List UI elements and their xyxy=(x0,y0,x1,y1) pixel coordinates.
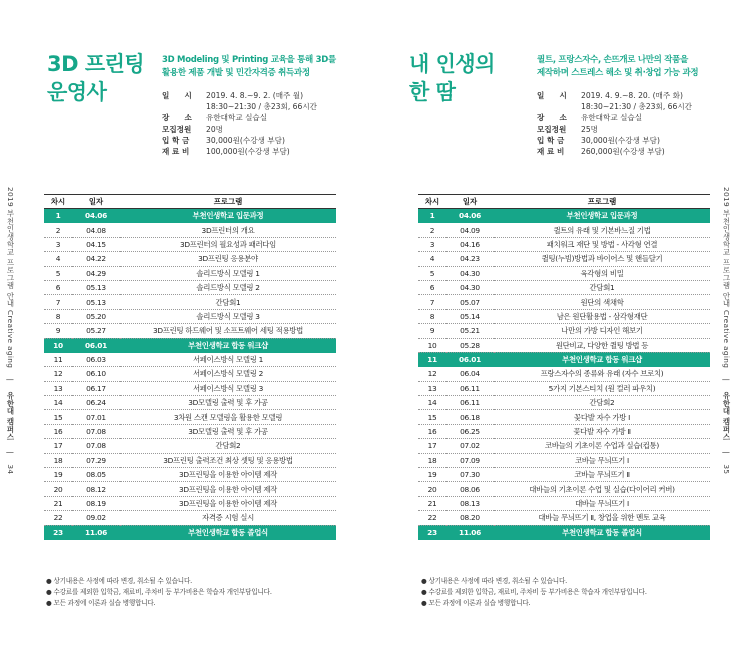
table-row xyxy=(418,237,710,251)
table-row xyxy=(44,237,336,251)
info-label: 재 료 비 xyxy=(537,147,565,157)
cell-session: 5 xyxy=(418,266,446,280)
cell-program: 간담회1 xyxy=(120,295,336,309)
cell-program: 원단의 색채학 xyxy=(494,295,710,309)
cell-program: 3D프린팅 하드웨어 및 소프트웨어 세팅 적용방법 xyxy=(120,324,336,338)
cell-session: 15 xyxy=(44,410,72,424)
cell-date: 07.29 xyxy=(72,453,120,467)
cell-program: 부천인생학교 합동 졸업식 xyxy=(120,525,336,539)
highlight-row xyxy=(44,338,336,352)
cell-date: 07.01 xyxy=(72,410,120,424)
cell-program: 나만의 가방 디자인 해보기 xyxy=(494,324,710,338)
side-running-text: 2019 부천인생학교 프로그램 안내 Creative aging | 유한대 캠퍼스 | 34 xyxy=(6,187,15,475)
cell-program: 솔리드방식 모델링 3 xyxy=(120,309,336,323)
cell-date: 04.29 xyxy=(72,266,120,280)
subtitle-line: 퀼트, 프랑스자수, 손뜨개로 나만의 작품을 xyxy=(537,55,688,65)
table-row xyxy=(44,223,336,237)
title-line: 운영사 xyxy=(47,80,107,104)
cell-date: 06.04 xyxy=(446,367,494,381)
cell-date: 06.17 xyxy=(72,381,120,395)
table-row xyxy=(44,280,336,294)
table-row xyxy=(418,295,710,309)
table-row xyxy=(418,223,710,237)
cell-session: 17 xyxy=(418,439,446,453)
cell-program: 코바늘 무늬뜨기 Ⅱ xyxy=(494,468,710,482)
cell-date: 04.22 xyxy=(72,252,120,266)
cell-program: 프랑스자수의 종류와 유래 (자수 브로치) xyxy=(494,367,710,381)
info-label: 입 학 금 xyxy=(537,135,565,145)
cell-program: 서페이스방식 모델링 2 xyxy=(120,367,336,381)
cell-session: 2 xyxy=(44,223,72,237)
cell-session: 4 xyxy=(418,252,446,266)
cell-program: 부천인생학교 합동 졸업식 xyxy=(494,525,710,539)
side-text: 2019 부천인생학교 프로그램 안내 Creative aging xyxy=(722,187,731,369)
cell-program: 3D프린터의 개요 xyxy=(120,223,336,237)
table-row xyxy=(44,496,336,510)
cell-session: 18 xyxy=(44,453,72,467)
cell-session: 10 xyxy=(44,338,72,352)
info-value: 30,000원(수강생 부담) xyxy=(206,135,285,145)
info-value: 20명 xyxy=(206,124,223,134)
header-date: 일자 xyxy=(446,195,494,209)
cell-session: 10 xyxy=(418,338,446,352)
note-item: ● 수강료를 제외한 입학금, 재료비, 주차비 등 부가비용은 학습자 개인부담입니다. xyxy=(46,588,272,596)
cell-program: 간담회1 xyxy=(494,280,710,294)
table-row xyxy=(418,439,710,453)
info-row xyxy=(162,112,317,123)
table-row xyxy=(44,252,336,266)
table-row xyxy=(418,309,710,323)
info-label xyxy=(537,101,581,112)
cell-date: 05.14 xyxy=(446,309,494,323)
table-row xyxy=(418,468,710,482)
cell-session: 19 xyxy=(44,468,72,482)
program-subtitle xyxy=(162,54,336,80)
cell-program: 대바늘의 기초이론 수업 및 실습(다이어리 커버) xyxy=(494,482,710,496)
cell-program: 코바늘 무늬뜨기 Ⅰ xyxy=(494,453,710,467)
cell-date: 05.13 xyxy=(72,295,120,309)
subtitle-line: 제작하며 스트레스 해소 및 취·창업 가능 과정 xyxy=(537,68,699,78)
table-row xyxy=(44,381,336,395)
cell-program: 서페이스방식 모델링 3 xyxy=(120,381,336,395)
cell-program: 꽃다발 자수 가방 Ⅰ xyxy=(494,410,710,424)
cell-program: 3D프린팅 출력조건 최상 셋팅 및 응용방법 xyxy=(120,453,336,467)
info-row xyxy=(162,135,317,146)
cell-session: 21 xyxy=(44,496,72,510)
highlight-row xyxy=(418,352,710,366)
table-row xyxy=(418,266,710,280)
cell-program: 부천인생학교 입문과정 xyxy=(120,209,336,223)
subtitle-line: 활용한 제품 개발 및 민간자격증 취득과정 xyxy=(162,68,310,78)
cell-session: 23 xyxy=(418,525,446,539)
highlight-row xyxy=(418,525,710,539)
cell-date: 04.16 xyxy=(446,237,494,251)
cell-session: 22 xyxy=(418,511,446,525)
cell-date: 07.08 xyxy=(72,439,120,453)
cell-session: 18 xyxy=(418,453,446,467)
side-text: 2019 부천인생학교 프로그램 안내 Creative aging xyxy=(6,187,15,369)
info-label: 재 료 비 xyxy=(162,147,190,157)
cell-program: 3D모델링 출력 및 후 가공 xyxy=(120,424,336,438)
info-row xyxy=(537,135,692,146)
cell-date: 11.06 xyxy=(446,525,494,539)
cell-session: 15 xyxy=(418,410,446,424)
table-row xyxy=(44,453,336,467)
table-row xyxy=(418,381,710,395)
table-row xyxy=(418,367,710,381)
cell-session: 8 xyxy=(44,309,72,323)
info-row xyxy=(537,146,692,157)
cell-session: 17 xyxy=(44,439,72,453)
info-value: 25명 xyxy=(581,124,598,134)
cell-date: 04.08 xyxy=(72,223,120,237)
cell-program: 대바늘 무늬뜨기 Ⅰ xyxy=(494,496,710,510)
info-row xyxy=(537,90,692,101)
table-row xyxy=(44,309,336,323)
cell-date: 06.24 xyxy=(72,396,120,410)
cell-session: 21 xyxy=(418,496,446,510)
cell-session: 9 xyxy=(44,324,72,338)
side-campus: 유한대 캠퍼스 xyxy=(722,391,731,441)
note-item: ● 상기내용은 사정에 따라 변경, 취소될 수 있습니다. xyxy=(46,577,193,585)
info-label: 모집정원 xyxy=(537,124,567,134)
cell-date: 05.07 xyxy=(446,295,494,309)
title-line: 3D 프린팅 xyxy=(47,52,145,76)
cell-date: 05.28 xyxy=(446,338,494,352)
cell-program: 육각형의 비밀 xyxy=(494,266,710,280)
info-value: 30,000원(수강생 부담) xyxy=(581,135,660,145)
cell-date: 06.01 xyxy=(446,352,494,366)
header-session: 차시 xyxy=(418,195,446,209)
cell-program: 간담회2 xyxy=(120,439,336,453)
table-row xyxy=(418,410,710,424)
cell-program: 꽃다발 자수 가방 Ⅱ xyxy=(494,424,710,438)
cell-session: 23 xyxy=(44,525,72,539)
page-number: 34 xyxy=(6,464,15,475)
info-label: 일 시 xyxy=(537,91,567,100)
cell-session: 19 xyxy=(418,468,446,482)
cell-date: 04.30 xyxy=(446,280,494,294)
cell-session: 11 xyxy=(418,352,446,366)
cell-program: 원단비교, 다양한 퀼팅 방법 등 xyxy=(494,338,710,352)
info-row xyxy=(162,90,317,101)
cell-date: 07.02 xyxy=(446,439,494,453)
cell-date: 06.10 xyxy=(72,367,120,381)
cell-program: 3D프린팅 응용분야 xyxy=(120,252,336,266)
table-row xyxy=(418,252,710,266)
cell-date: 05.13 xyxy=(72,280,120,294)
table-row xyxy=(418,324,710,338)
info-value: 유한대학교 실습실 xyxy=(206,113,268,123)
program-title xyxy=(47,50,144,106)
info-label: 장 소 xyxy=(537,113,567,123)
cell-program: 간담회2 xyxy=(494,396,710,410)
cell-session: 13 xyxy=(418,381,446,395)
cell-session: 2 xyxy=(418,223,446,237)
cell-session: 16 xyxy=(418,424,446,438)
schedule-table xyxy=(44,194,336,540)
info-label xyxy=(162,101,206,112)
cell-session: 6 xyxy=(44,280,72,294)
cell-date: 04.06 xyxy=(72,209,120,223)
cell-session: 12 xyxy=(44,367,72,381)
cell-program: 3D프린팅을 이용한 아이템 제작 xyxy=(120,496,336,510)
cell-session: 7 xyxy=(44,295,72,309)
cell-program: 코바늘의 기초이론 수업과 실습(컵통) xyxy=(494,439,710,453)
info-label: 입 학 금 xyxy=(162,135,190,145)
cell-date: 08.13 xyxy=(446,496,494,510)
cell-date: 09.02 xyxy=(72,511,120,525)
cell-session: 6 xyxy=(418,280,446,294)
cell-date: 06.18 xyxy=(446,410,494,424)
schedule-table xyxy=(418,194,710,540)
table-header-row xyxy=(44,195,336,209)
table-row xyxy=(44,482,336,496)
info-value: 2019. 4. 8.~9. 2. (매주 월) xyxy=(206,91,304,100)
cell-session: 22 xyxy=(44,511,72,525)
cell-session: 20 xyxy=(44,482,72,496)
program-info xyxy=(162,90,317,157)
cell-date: 05.20 xyxy=(72,309,120,323)
cell-program: 솔리드방식 모델링 1 xyxy=(120,266,336,280)
table-row xyxy=(418,280,710,294)
cell-date: 04.09 xyxy=(446,223,494,237)
info-row xyxy=(537,124,692,135)
info-value: 18:30~21:30 / 총23회, 66시간 xyxy=(206,102,318,112)
title-line: 한 땀 xyxy=(409,80,456,104)
cell-session: 4 xyxy=(44,252,72,266)
table-row xyxy=(418,511,710,525)
cell-program: 서페이스방식 모델링 1 xyxy=(120,352,336,366)
table-row xyxy=(418,453,710,467)
cell-program: 남은 원단활용법 - 삼각형재단 xyxy=(494,309,710,323)
info-label: 장 소 xyxy=(162,113,192,123)
cell-session: 20 xyxy=(418,482,446,496)
cell-program: 패치워크 재단 및 방법 - 사각형 연결 xyxy=(494,237,710,251)
program-subtitle xyxy=(537,54,698,80)
cell-program: 3D프린터의 필요성과 패러다임 xyxy=(120,237,336,251)
table-row xyxy=(44,468,336,482)
table-row xyxy=(44,511,336,525)
table-row xyxy=(44,367,336,381)
cell-date: 08.19 xyxy=(72,496,120,510)
program-info xyxy=(537,90,692,157)
cell-date: 05.21 xyxy=(446,324,494,338)
cell-session: 5 xyxy=(44,266,72,280)
cell-date: 06.11 xyxy=(446,396,494,410)
cell-date: 04.30 xyxy=(446,266,494,280)
table-row xyxy=(44,266,336,280)
cell-date: 06.11 xyxy=(446,381,494,395)
cell-session: 14 xyxy=(44,396,72,410)
highlight-row xyxy=(44,525,336,539)
cell-session: 3 xyxy=(418,237,446,251)
cell-session: 1 xyxy=(44,209,72,223)
info-label: 모집정원 xyxy=(162,124,192,134)
side-running-text: 2019 부천인생학교 프로그램 안내 Creative aging | 유한대 캠퍼스 | 35 xyxy=(722,187,731,475)
cell-date: 04.15 xyxy=(72,237,120,251)
cell-program: 3차원 스캔 모델링을 활용한 모델링 xyxy=(120,410,336,424)
cell-session: 3 xyxy=(44,237,72,251)
page-number: 35 xyxy=(722,464,731,475)
right-page xyxy=(369,0,738,652)
cell-date: 06.01 xyxy=(72,338,120,352)
header-date: 일자 xyxy=(72,195,120,209)
cell-date: 05.27 xyxy=(72,324,120,338)
info-row xyxy=(162,146,317,157)
note-item: ● 수강료를 제외한 입학금, 재료비, 주차비 등 부가비용은 학습자 개인부담입니다. xyxy=(421,588,647,596)
cell-date: 08.05 xyxy=(72,468,120,482)
cell-session: 11 xyxy=(44,352,72,366)
cell-session: 7 xyxy=(418,295,446,309)
title-line: 내 인생의 xyxy=(409,52,495,76)
info-row xyxy=(162,101,317,112)
table-row xyxy=(418,396,710,410)
table-row xyxy=(44,324,336,338)
table-row xyxy=(44,396,336,410)
table-header-row xyxy=(418,195,710,209)
info-row xyxy=(162,124,317,135)
cell-session: 14 xyxy=(418,396,446,410)
cell-date: 06.25 xyxy=(446,424,494,438)
cell-date: 08.12 xyxy=(72,482,120,496)
cell-date: 04.06 xyxy=(446,209,494,223)
header-session: 차시 xyxy=(44,195,72,209)
note-item: ● 상기내용은 사정에 따라 변경, 취소될 수 있습니다. xyxy=(421,577,568,585)
header-program: 프로그램 xyxy=(494,195,710,209)
cell-date: 07.08 xyxy=(72,424,120,438)
highlight-row xyxy=(44,209,336,223)
info-value: 18:30~21:30 / 총23회, 66시간 xyxy=(581,102,693,112)
cell-program: 5가지 기본스티치 (원 컬러 파우치) xyxy=(494,381,710,395)
cell-session: 16 xyxy=(44,424,72,438)
info-value: 유한대학교 실습실 xyxy=(581,113,643,123)
subtitle-line: 3D Modeling 및 Printing 교육을 통해 3D를 xyxy=(162,55,336,65)
cell-session: 12 xyxy=(418,367,446,381)
info-row xyxy=(537,112,692,123)
cell-session: 8 xyxy=(418,309,446,323)
table-row xyxy=(418,424,710,438)
notes xyxy=(46,576,272,609)
table-row xyxy=(44,439,336,453)
cell-session: 9 xyxy=(418,324,446,338)
cell-date: 08.20 xyxy=(446,511,494,525)
cell-program: 자격증 시험 실시 xyxy=(120,511,336,525)
cell-program: 3D모델링 출력 및 후 가공 xyxy=(120,396,336,410)
cell-date: 11.06 xyxy=(72,525,120,539)
header-program: 프로그램 xyxy=(120,195,336,209)
info-label: 일 시 xyxy=(162,91,192,100)
table-row xyxy=(44,424,336,438)
info-value: 100,000원(수강생 부담) xyxy=(206,147,290,157)
cell-program: 부천인생학교 합동 워크샵 xyxy=(120,338,336,352)
cell-date: 04.23 xyxy=(446,252,494,266)
cell-program: 대바늘 무늬뜨기 Ⅱ, 창업을 위한 멘토 교육 xyxy=(494,511,710,525)
table-row xyxy=(44,410,336,424)
cell-session: 1 xyxy=(418,209,446,223)
cell-program: 퀼트의 유래 및 기본바느질 기법 xyxy=(494,223,710,237)
cell-program: 부천인생학교 입문과정 xyxy=(494,209,710,223)
cell-program: 3D프린팅을 이용한 아이템 제작 xyxy=(120,482,336,496)
highlight-row xyxy=(418,209,710,223)
info-row xyxy=(537,101,692,112)
cell-session: 13 xyxy=(44,381,72,395)
program-title xyxy=(409,50,495,106)
info-value: 260,000원(수강생 부담) xyxy=(581,147,665,157)
note-item: ● 모든 과정에 이론과 실습 병행합니다. xyxy=(46,599,156,607)
table-row xyxy=(418,496,710,510)
info-value: 2019. 4. 9.~8. 20. (매주 화) xyxy=(581,91,683,100)
table-row xyxy=(44,352,336,366)
cell-date: 08.06 xyxy=(446,482,494,496)
note-item: ● 모든 과정에 이론과 실습 병행합니다. xyxy=(421,599,531,607)
table-row xyxy=(418,482,710,496)
notes xyxy=(421,576,647,609)
cell-date: 07.09 xyxy=(446,453,494,467)
table-row xyxy=(418,338,710,352)
cell-program: 부천인생학교 합동 워크샵 xyxy=(494,352,710,366)
cell-date: 06.03 xyxy=(72,352,120,366)
cell-date: 07.30 xyxy=(446,468,494,482)
cell-program: 3D프린팅을 이용한 아이템 제작 xyxy=(120,468,336,482)
table-row xyxy=(44,295,336,309)
cell-program: 퀼팅(누빔)방법과 바이어스 및 핸들달기 xyxy=(494,252,710,266)
side-campus: 유한대 캠퍼스 xyxy=(6,391,15,441)
cell-program: 솔리드방식 모델링 2 xyxy=(120,280,336,294)
